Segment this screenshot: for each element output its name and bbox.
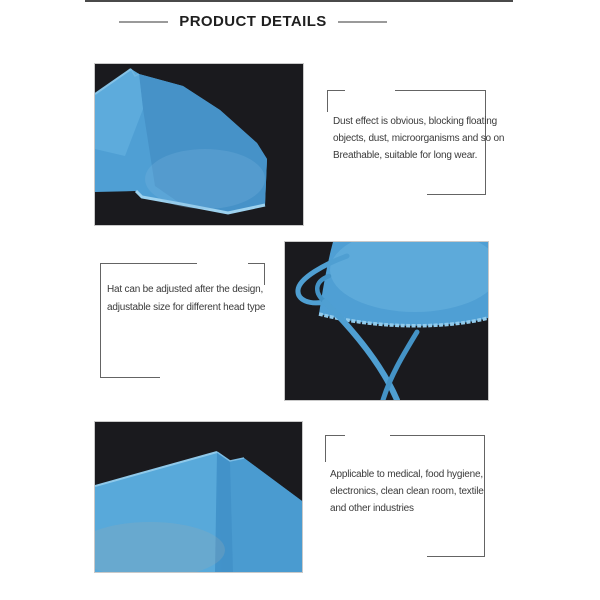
- feature-line: Breathable, suitable for long wear.: [333, 150, 478, 161]
- cap-corner-illustration: [95, 64, 303, 225]
- product-photo-cap-corner: [95, 64, 303, 225]
- fabric-texture-sheen: [145, 149, 265, 209]
- frame-segment: [100, 377, 160, 378]
- feature-line: electronics, clean clean room, textile: [330, 486, 484, 497]
- frame-segment: [325, 435, 326, 462]
- frame-segment: [327, 90, 345, 91]
- page-header: [0, 13, 506, 30]
- title-dash-right: [338, 21, 387, 23]
- frame-segment: [100, 263, 197, 264]
- frame-segment: [484, 435, 485, 557]
- cap-straps-illustration: [285, 242, 488, 400]
- frame-segment: [390, 435, 485, 436]
- frame-segment: [427, 194, 486, 195]
- feature-text-applications: [330, 466, 484, 517]
- feature-text-adjustable: [107, 281, 265, 317]
- frame-segment: [248, 263, 265, 264]
- frame-segment: [427, 556, 485, 557]
- feature-line: objects, dust, microorganisms and so on: [333, 133, 505, 144]
- product-photo-cap-straps: [285, 242, 488, 400]
- frame-segment: [100, 263, 101, 378]
- frame-segment: [325, 435, 345, 436]
- top-divider-line: [85, 0, 513, 2]
- feature-line: and other industries: [330, 503, 414, 514]
- frame-segment: [327, 90, 328, 112]
- feature-line: Dust effect is obvious, blocking floating: [333, 116, 497, 127]
- product-photo-cap-peak: [95, 422, 302, 572]
- title-dash-left: [119, 21, 168, 23]
- frame-segment: [395, 90, 486, 91]
- feature-line: Applicable to medical, food hygiene,: [330, 469, 483, 480]
- feature-text-dust-protection: [333, 113, 504, 164]
- page-title: PRODUCT DETAILS: [179, 13, 327, 30]
- cap-peak-illustration: [95, 422, 302, 572]
- feature-line: Hat can be adjusted after the design,: [107, 284, 264, 295]
- feature-line: adjustable size for different head type: [107, 302, 266, 313]
